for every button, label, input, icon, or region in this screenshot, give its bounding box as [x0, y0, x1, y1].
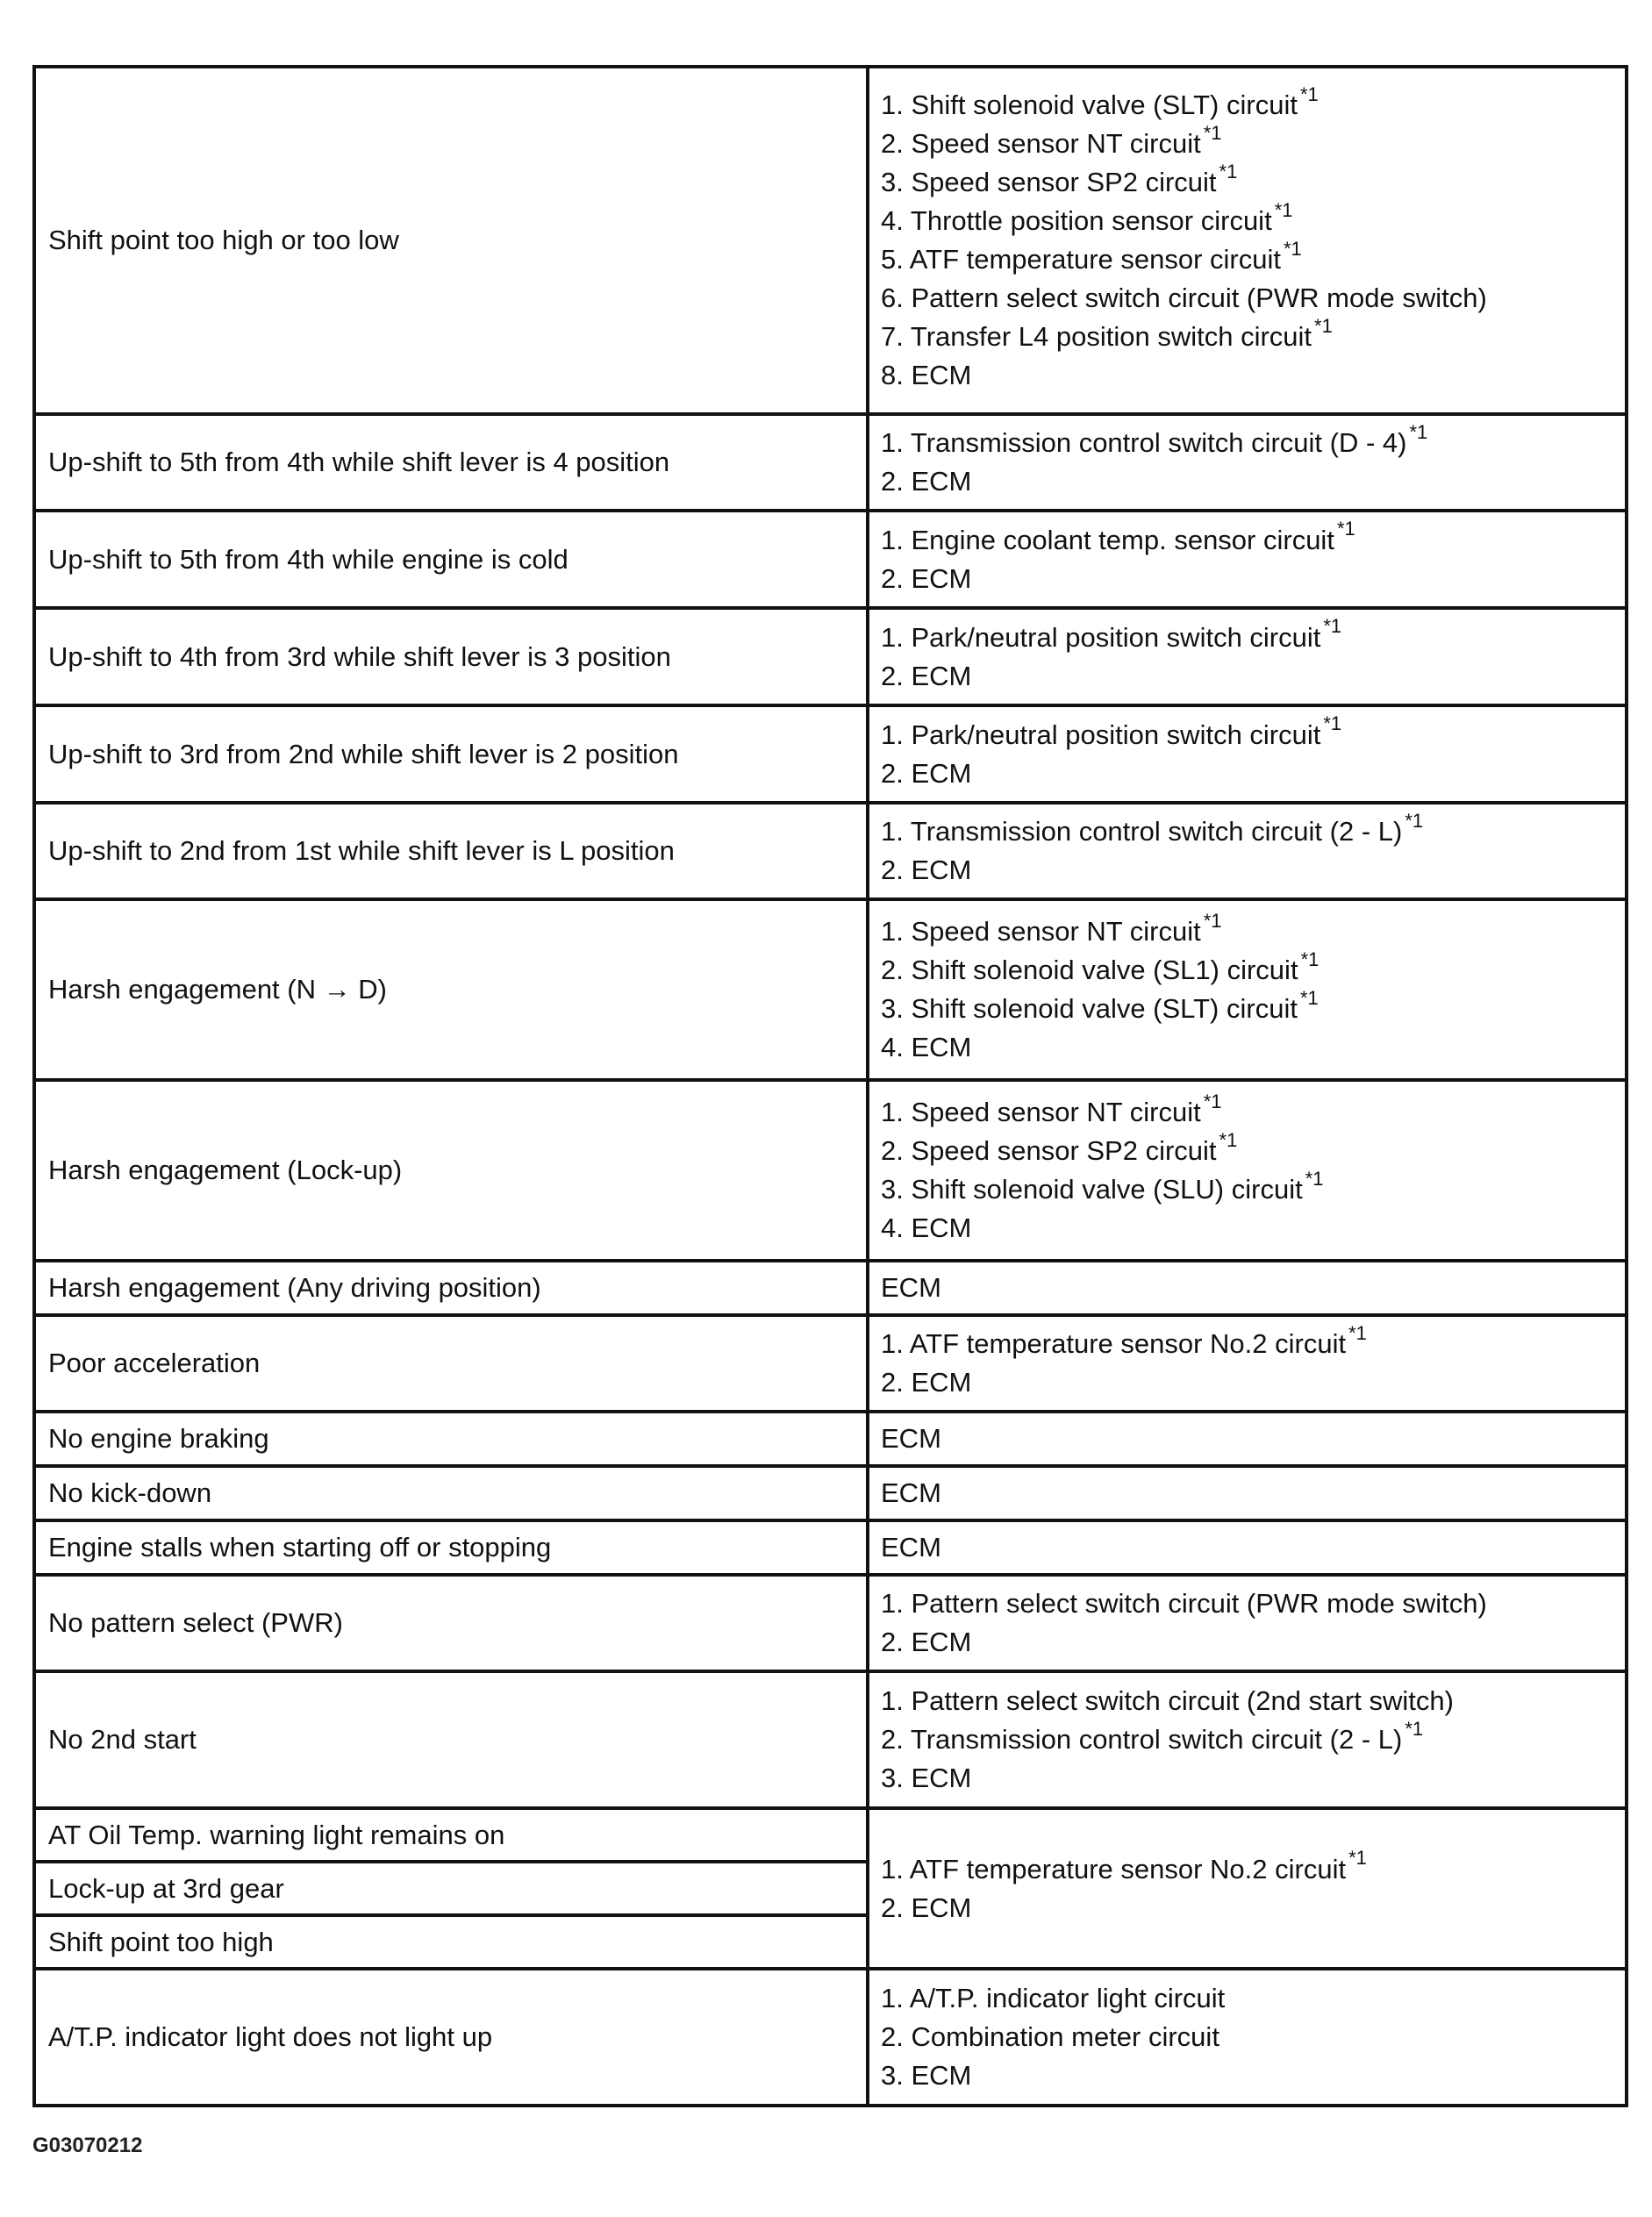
trouble-area-item [881, 1321, 1613, 1363]
symptom-text: Harsh engagement (N → D) [48, 974, 387, 1005]
trouble-area-text: 1. Speed sensor NT circuit [881, 916, 1201, 947]
symptom-text: No 2nd start [48, 1724, 197, 1755]
trouble-area-cell [868, 414, 1627, 511]
table-row [34, 1080, 1627, 1261]
footnote-marker: *1 [1274, 198, 1293, 221]
footnote-marker: *1 [1314, 314, 1333, 337]
trouble-area-item [881, 986, 1613, 1028]
symptom-cell [34, 1575, 868, 1671]
trouble-area-text: 2. Speed sensor NT circuit [881, 128, 1201, 159]
trouble-area-text: 3. ECM [881, 1763, 972, 1793]
trouble-area-text: 3. Shift solenoid valve (SLT) circuit [881, 993, 1298, 1024]
symptom-text: Up-shift to 5th from 4th while engine is cold [48, 543, 569, 575]
table-row [34, 1261, 1627, 1315]
trouble-area-cell [868, 1520, 1627, 1575]
trouble-area-item [881, 121, 1613, 163]
trouble-area-cell [868, 1412, 1627, 1466]
footnote-marker: *1 [1405, 809, 1424, 832]
trouble-area-text: 2. ECM [881, 660, 972, 691]
table-row [34, 1466, 1627, 1520]
trouble-area-text: 2. ECM [881, 1627, 972, 1657]
table-row [34, 803, 1627, 899]
table-row [34, 67, 1627, 414]
trouble-area-text: 7. Transfer L4 position switch circuit [881, 321, 1312, 352]
figure-id: G03070212 [32, 2134, 143, 2157]
trouble-area-text: 3. Speed sensor SP2 circuit [881, 167, 1217, 197]
trouble-area-text: 3. Shift solenoid valve (SLU) circuit [881, 1174, 1303, 1205]
trouble-area-cell [868, 608, 1627, 705]
table-row [34, 1969, 1627, 2106]
trouble-area-cell [868, 67, 1627, 414]
trouble-area-text: 2. ECM [881, 466, 972, 497]
trouble-area-cell [868, 1261, 1627, 1315]
table-row [34, 511, 1627, 608]
symptom-text: AT Oil Temp. warning light remains on [48, 1819, 505, 1850]
footnote-marker: *1 [1283, 237, 1302, 260]
trouble-area-item [881, 560, 1613, 598]
trouble-area-text: 1. Engine coolant temp. sensor circuit [881, 524, 1334, 555]
symptom-text: Lock-up at 3rd gear [48, 1872, 284, 1904]
symptom-cell [34, 705, 868, 803]
footnote-marker: *1 [1405, 1717, 1424, 1740]
trouble-area-text: 2. ECM [881, 855, 972, 885]
trouble-area-text: 1. Speed sensor NT circuit [881, 1097, 1201, 1127]
footnote-marker: *1 [1219, 160, 1238, 182]
trouble-area-item [881, 1167, 1613, 1209]
trouble-area-text: 2. ECM [881, 757, 972, 789]
table-row [34, 1412, 1627, 1466]
trouble-area-item [881, 1528, 1613, 1567]
trouble-area-text: 2. ECM [881, 562, 972, 594]
trouble-area-item [881, 279, 1613, 318]
trouble-area-item [881, 1128, 1613, 1170]
trouble-area-text: 4. ECM [881, 1032, 972, 1062]
trouble-area-item [881, 1889, 1613, 1927]
trouble-area-item [881, 615, 1613, 657]
footnote-marker: *1 [1299, 82, 1319, 105]
trouble-area-text: 2. Shift solenoid valve (SL1) circuit [881, 955, 1298, 985]
trouble-area-item [881, 712, 1613, 754]
trouble-area-item [881, 909, 1613, 951]
symptom-cell [34, 608, 868, 705]
trouble-area-text: 1. Shift solenoid valve (SLT) circuit [881, 89, 1298, 120]
symptom-cell [34, 803, 868, 899]
trouble-area-item [881, 1090, 1613, 1132]
footnote-marker: *1 [1409, 420, 1428, 443]
symptom-cell [34, 1862, 868, 1915]
footnote-marker: *1 [1203, 909, 1222, 932]
symptom-cell [34, 1080, 868, 1261]
trouble-area-item [881, 851, 1613, 890]
trouble-area-cell [868, 1575, 1627, 1671]
footnote-marker: *1 [1203, 1090, 1222, 1112]
trouble-area-text: 1. Park/neutral position switch circuit [881, 719, 1321, 750]
symptom-text: Poor acceleration [48, 1348, 261, 1378]
trouble-area-text: 2. ECM [881, 1892, 972, 1923]
symptom-table-body [34, 67, 1627, 2106]
symptom-table [32, 65, 1628, 2107]
trouble-area-item [881, 1269, 1613, 1307]
trouble-area-item [881, 1682, 1613, 1720]
symptom-text: Up-shift to 5th from 4th while shift lever is 4 position [48, 447, 670, 477]
trouble-area-text: 2. Speed sensor SP2 circuit [881, 1135, 1217, 1166]
trouble-area-item [881, 462, 1613, 501]
trouble-area-item [881, 1584, 1613, 1623]
footnote-marker: *1 [1323, 615, 1342, 638]
trouble-area-text: 1. Park/neutral position switch circuit [881, 621, 1321, 653]
trouble-area-item [881, 809, 1613, 851]
trouble-area-cell [868, 1080, 1627, 1261]
trouble-area-cell [868, 1969, 1627, 2106]
symptom-text: A/T.P. indicator light does not light up [48, 2021, 493, 2052]
trouble-area-item [881, 1420, 1613, 1458]
symptom-text: Harsh engagement (Any driving position) [48, 1272, 541, 1303]
trouble-area-text: 1. ATF temperature sensor No.2 circuit [881, 1853, 1347, 1884]
trouble-area-item [881, 356, 1613, 395]
symptom-cell [34, 511, 868, 608]
trouble-area-item [881, 2018, 1613, 2056]
footnote-marker: *1 [1336, 518, 1355, 540]
footnote-marker: *1 [1348, 1847, 1367, 1870]
trouble-area-item [881, 1474, 1613, 1513]
symptom-cell [34, 1466, 868, 1520]
symptom-cell [34, 1969, 868, 2106]
trouble-area-text: 1. ATF temperature sensor No.2 circuit [881, 1328, 1347, 1359]
trouble-area-item [881, 1847, 1613, 1889]
symptom-cell [34, 899, 868, 1080]
trouble-area-cell [868, 511, 1627, 608]
trouble-area-text: 1. Pattern select switch circuit (2nd start switch) [881, 1685, 1454, 1716]
symptom-text: Shift point too high or too low [48, 225, 399, 255]
trouble-area-cell [868, 1671, 1627, 1808]
symptom-cell [34, 1412, 868, 1466]
table-row [34, 1808, 1627, 1862]
trouble-area-item [881, 2056, 1613, 2095]
symptom-text: No kick-down [48, 1477, 212, 1508]
table-row [34, 1575, 1627, 1671]
trouble-area-text: ECM [881, 1532, 941, 1563]
symptom-cell [34, 414, 868, 511]
symptom-cell [34, 1671, 868, 1808]
table-row [34, 414, 1627, 511]
trouble-area-cell [868, 899, 1627, 1080]
symptom-cell [34, 1261, 868, 1315]
symptom-text: Up-shift to 3rd from 2nd while shift lever is 2 position [48, 738, 679, 769]
table-row [34, 705, 1627, 803]
trouble-area-text: 6. Pattern select switch circuit (PWR mode switch) [881, 282, 1487, 313]
trouble-area-item [881, 1363, 1613, 1402]
trouble-area-text: 2. Combination meter circuit [881, 2021, 1219, 2052]
symptom-text: Shift point too high [48, 1926, 274, 1957]
trouble-area-text: 5. ATF temperature sensor circuit [881, 244, 1281, 275]
trouble-area-cell [868, 1466, 1627, 1520]
trouble-area-item [881, 657, 1613, 696]
trouble-area-item [881, 1759, 1613, 1798]
trouble-area-item [881, 1028, 1613, 1067]
trouble-area-item [881, 198, 1613, 240]
trouble-area-cell [868, 803, 1627, 899]
trouble-area-item [881, 82, 1613, 125]
footnote-marker: *1 [1305, 1167, 1324, 1190]
table-row [34, 899, 1627, 1080]
trouble-area-text: 2. Transmission control switch circuit (2 - L) [881, 1724, 1403, 1755]
trouble-area-item [881, 1623, 1613, 1662]
trouble-area-item [881, 237, 1613, 279]
footnote-marker: *1 [1299, 986, 1319, 1009]
footnote-marker: *1 [1203, 121, 1222, 144]
symptom-text: Harsh engagement (Lock-up) [48, 1155, 403, 1185]
footnote-marker: *1 [1348, 1321, 1367, 1344]
symptom-cell [34, 1915, 868, 1969]
symptom-cell [34, 67, 868, 414]
trouble-area-text: ECM [881, 1272, 941, 1303]
trouble-area-text: ECM [881, 1477, 941, 1508]
trouble-area-item [881, 1979, 1613, 2018]
symptom-cell [34, 1520, 868, 1575]
trouble-area-text: 4. Throttle position sensor circuit [881, 205, 1272, 236]
trouble-area-text: 1. Pattern select switch circuit (PWR mode switch) [881, 1588, 1487, 1619]
symptom-cell [34, 1808, 868, 1862]
symptom-text: No pattern select (PWR) [48, 1607, 343, 1638]
table-row [34, 608, 1627, 705]
trouble-area-text: 3. ECM [881, 2060, 972, 2091]
footnote-marker: *1 [1323, 712, 1342, 735]
symptom-text: No engine braking [48, 1423, 269, 1454]
trouble-area-item [881, 754, 1613, 793]
table-row [34, 1315, 1627, 1412]
symptom-text: Up-shift to 4th from 3rd while shift lever is 3 position [48, 640, 671, 672]
footnote-marker: *1 [1300, 948, 1319, 970]
trouble-area-text: 1. Transmission control switch circuit (2 - L) [881, 816, 1403, 847]
trouble-area-cell [868, 1315, 1627, 1412]
trouble-area-item [881, 948, 1613, 990]
trouble-area-item [881, 1209, 1613, 1248]
trouble-area-item [881, 420, 1613, 462]
symptom-cell [34, 1315, 868, 1412]
trouble-area-text: 8. ECM [881, 360, 972, 390]
trouble-area-cell [868, 705, 1627, 803]
trouble-area-item [881, 314, 1613, 356]
table-row [34, 1520, 1627, 1575]
table-row [34, 1671, 1627, 1808]
footnote-marker: *1 [1219, 1128, 1238, 1151]
trouble-area-text: 2. ECM [881, 1367, 972, 1398]
symptom-text: Engine stalls when starting off or stopping [48, 1532, 552, 1563]
symptom-text: Up-shift to 2nd from 1st while shift lever is L position [48, 835, 675, 866]
trouble-area-item [881, 160, 1613, 202]
trouble-area-cell [868, 1808, 1627, 1969]
trouble-area-text: ECM [881, 1423, 941, 1454]
trouble-area-text: 1. A/T.P. indicator light circuit [881, 1983, 1226, 2013]
trouble-area-text: 1. Transmission control switch circuit (D - 4) [881, 427, 1407, 458]
trouble-area-item [881, 1717, 1613, 1759]
trouble-area-item [881, 518, 1613, 560]
trouble-area-text: 4. ECM [881, 1212, 972, 1243]
